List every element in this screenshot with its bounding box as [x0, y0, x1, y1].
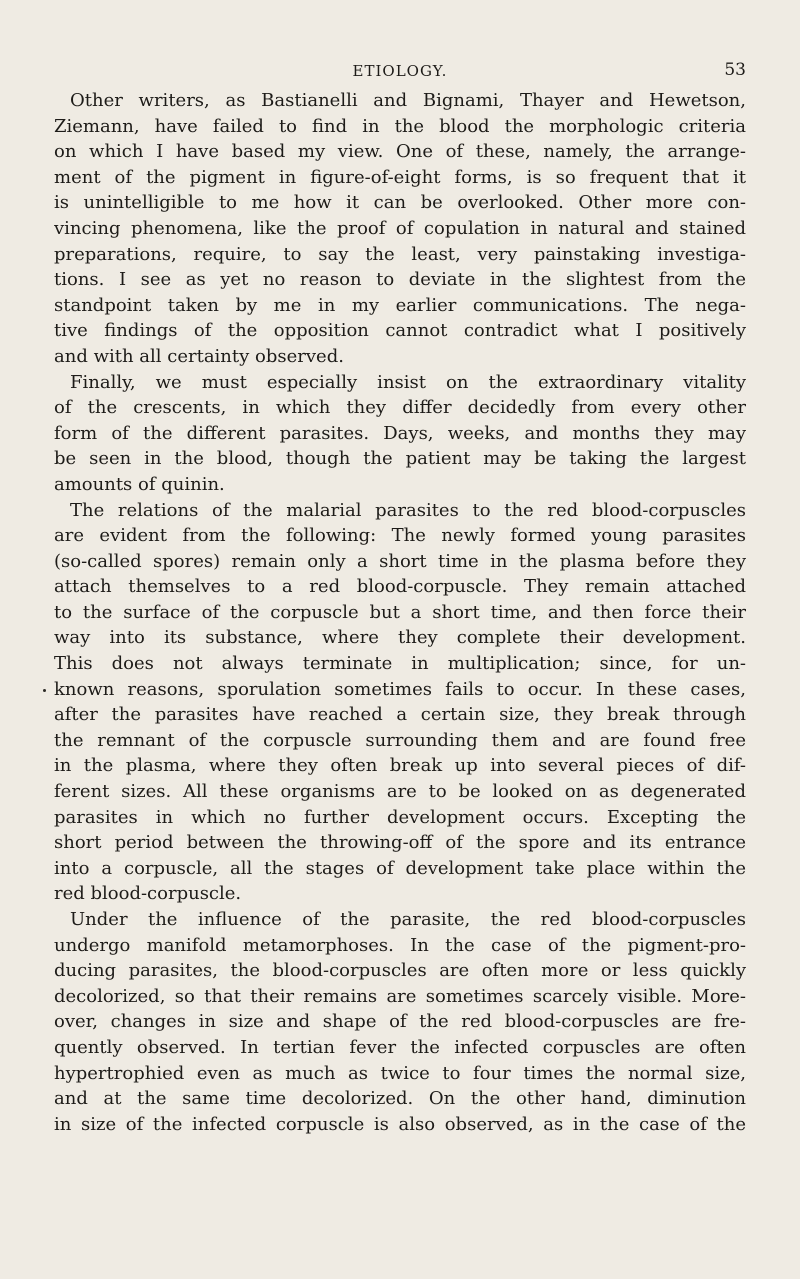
text-line: tions. I see as yet no reason to deviate in the slightest from the — [54, 269, 746, 291]
text-line: way into its substance, where they complete their development. — [54, 627, 746, 649]
margin-mark — [43, 689, 46, 692]
text-line: ducing parasites, the blood-corpuscles are often more or less quickly — [54, 960, 746, 982]
body-text — [54, 88, 746, 1137]
text-line: Other writers, as Bastianelli and Bignami, Thayer and Hewetson, — [70, 90, 746, 111]
text-line: be seen in the blood, though the patient may be taking the largest — [54, 448, 746, 470]
text-line: vincing phenomena, like the proof of copulation in natural and stained — [54, 217, 746, 239]
text-line: decolorized, so that their remains are sometimes scarcely visible. More- — [54, 985, 746, 1007]
text-line: in the plasma, where they often break up into several pieces of dif- — [54, 755, 746, 777]
text-line: is unintelligible to me how it can be overlooked. Other more con- — [54, 192, 746, 214]
page-header — [54, 62, 746, 88]
text-line: after the parasites have reached a certain size, they break through — [54, 704, 746, 726]
text-line: are evident from the following: The newly formed young parasites — [54, 525, 746, 547]
text-line: attach themselves to a red blood-corpuscle. They remain attached — [54, 576, 746, 598]
text-line: and at the same time decolorized. On the other hand, diminution — [54, 1088, 746, 1110]
text-line: known reasons, sporulation sometimes fails to occur. In these cases, — [54, 678, 746, 700]
text-line: on which I have based my view. One of these, namely, the arrange- — [54, 141, 746, 163]
text-line: Under the influence of the parasite, the red blood-corpuscles — [70, 909, 746, 930]
text-line: amounts of quinin. — [54, 473, 225, 495]
text-line: This does not always terminate in multiplication; since, for un- — [54, 653, 746, 675]
text-line: Ziemann, have failed to find in the blood the morphologic criteria — [54, 115, 746, 137]
text-line: into a corpuscle, all the stages of development take place within the — [54, 857, 746, 879]
text-line: ment of the pigment in figure-of-eight forms, is so frequent that it — [54, 166, 746, 188]
text-line: tive findings of the opposition cannot contradict what I positively — [54, 320, 746, 342]
text-line: short period between the throwing-off of the spore and its entrance — [54, 832, 746, 854]
text-line: (so-called spores) remain only a short time in the plasma before they — [54, 550, 746, 572]
text-line: in size of the infected corpuscle is also observed, as in the case of the — [54, 1113, 746, 1135]
text-line: over, changes in size and shape of the red blood-corpuscles are fre- — [54, 1011, 746, 1033]
text-line: quently observed. In tertian fever the infected corpuscles are often — [54, 1036, 746, 1058]
text-line: The relations of the malarial parasites to the red blood-corpuscles — [70, 499, 746, 521]
text-line: undergo manifold metamorphoses. In the case of the pigment-pro- — [54, 934, 746, 956]
text-line: Finally, we must especially insist on the extraordinary vitality — [70, 371, 746, 393]
text-line: hypertrophied even as much as twice to four times the normal size, — [54, 1062, 746, 1084]
text-line: red blood-corpuscle. — [54, 883, 242, 905]
text-line: ferent sizes. All these organisms are to be looked on as degenerated — [54, 781, 746, 803]
text-line: to the surface of the corpuscle but a short time, and then force their — [54, 601, 746, 623]
text-line: parasites in which no further development occurs. Excepting the — [54, 806, 746, 828]
text-line: the remnant of the corpuscle surrounding them and are found free — [54, 729, 746, 751]
text-line: of the crescents, in which they differ decidedly from every other — [54, 397, 746, 419]
text-line: form of the different parasites. Days, weeks, and months they may — [54, 422, 746, 444]
page-number: 53 — [724, 60, 746, 80]
text-line: standpoint taken by me in my earlier communications. The nega- — [54, 294, 746, 316]
running-head: ETIOLOGY. — [352, 62, 448, 80]
text-line: preparations, require, to say the least, very painstaking investiga- — [54, 243, 746, 265]
text-line: and with all certainty observed. — [54, 345, 344, 367]
